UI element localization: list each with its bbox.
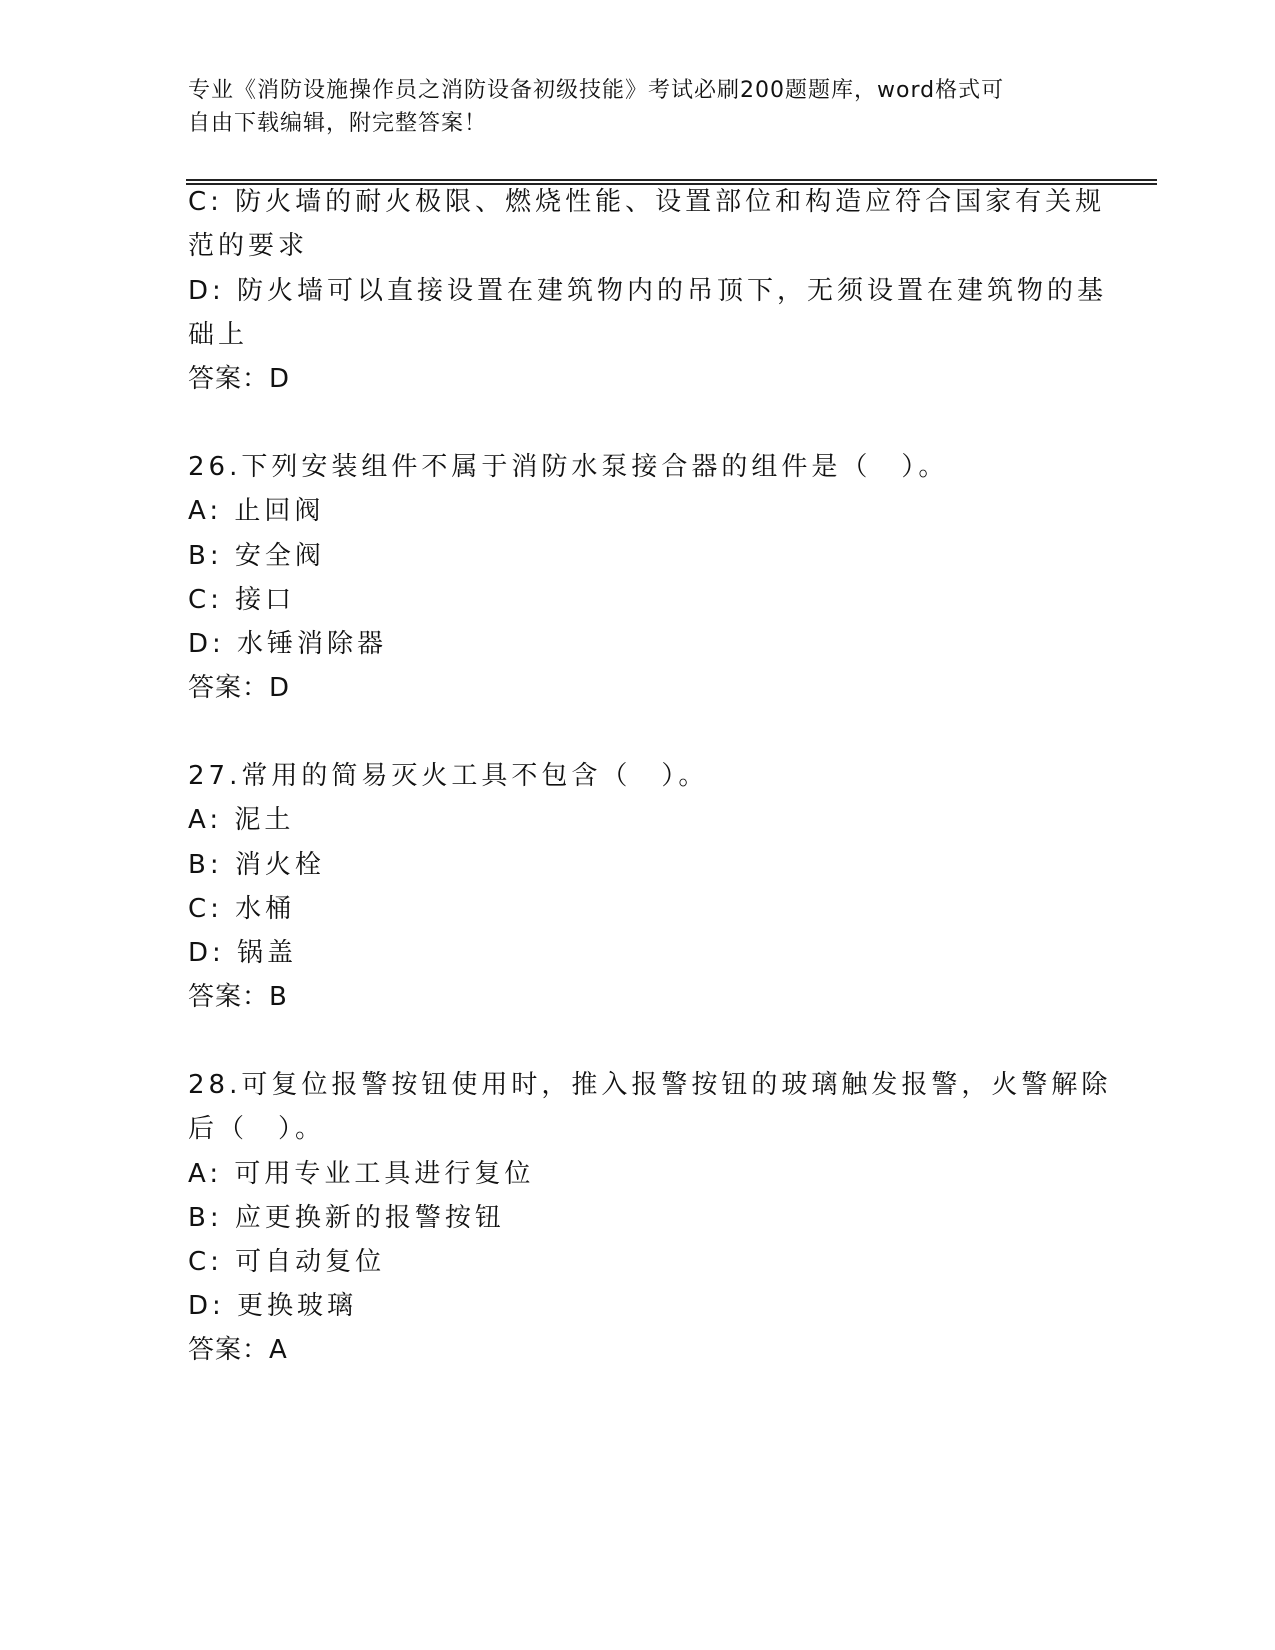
q28-option-c: C: 可自动复位 xyxy=(188,1247,386,1277)
prev-option-c-line-1: C: 防火墙的耐火极限、燃烧性能、设置部位和构造应符合国家有关规 xyxy=(188,187,1106,217)
q26-answer: 答案：D xyxy=(188,673,291,703)
q28-option-a: A: 可用专业工具进行复位 xyxy=(188,1159,535,1189)
q26-option-b: B: 安全阀 xyxy=(188,541,325,571)
q27-option-b: B: 消火栓 xyxy=(188,850,325,880)
q28-stem-line-2: 后（ ）。 xyxy=(188,1114,326,1144)
prev-option-d-line-2: 础上 xyxy=(188,320,249,350)
document-header xyxy=(188,74,1088,140)
q27-option-c: C: 水桶 xyxy=(188,894,296,924)
header-divider-top xyxy=(186,179,1157,181)
q26-stem: 26.下列安装组件不属于消防水泵接合器的组件是（ ）。 xyxy=(188,452,949,482)
q28-stem-line-1: 28.可复位报警按钮使用时，推入报警按钮的玻璃触发报警，火警解除 xyxy=(188,1070,1112,1100)
q27-answer: 答案：B xyxy=(188,982,288,1012)
q28-answer: 答案：A xyxy=(188,1335,288,1365)
q26-option-c: C: 接口 xyxy=(188,585,296,615)
q27-option-d: D: 锅盖 xyxy=(188,938,298,968)
q27-option-a: A: 泥土 xyxy=(188,805,295,835)
prev-option-c-line-2: 范的要求 xyxy=(188,231,309,261)
header-line-1: 专业《消防设施操作员之消防设备初级技能》考试必刷200题题库，word格式可 xyxy=(188,78,1005,103)
q28-option-d: D: 更换玻璃 xyxy=(188,1291,358,1321)
header-divider-bottom xyxy=(186,183,1157,185)
prev-option-d-line-1: D: 防火墙可以直接设置在建筑物内的吊顶下，无须设置在建筑物的基 xyxy=(188,276,1108,306)
q26-option-d: D: 水锤消除器 xyxy=(188,629,388,659)
q28-option-b: B: 应更换新的报警按钮 xyxy=(188,1203,505,1233)
q26-option-a: A: 止回阀 xyxy=(188,496,325,526)
q27-stem: 27.常用的简易灭火工具不包含（ ）。 xyxy=(188,761,709,791)
prev-answer: 答案：D xyxy=(188,364,291,394)
header-line-2: 自由下载编辑，附完整答案！ xyxy=(188,111,488,136)
